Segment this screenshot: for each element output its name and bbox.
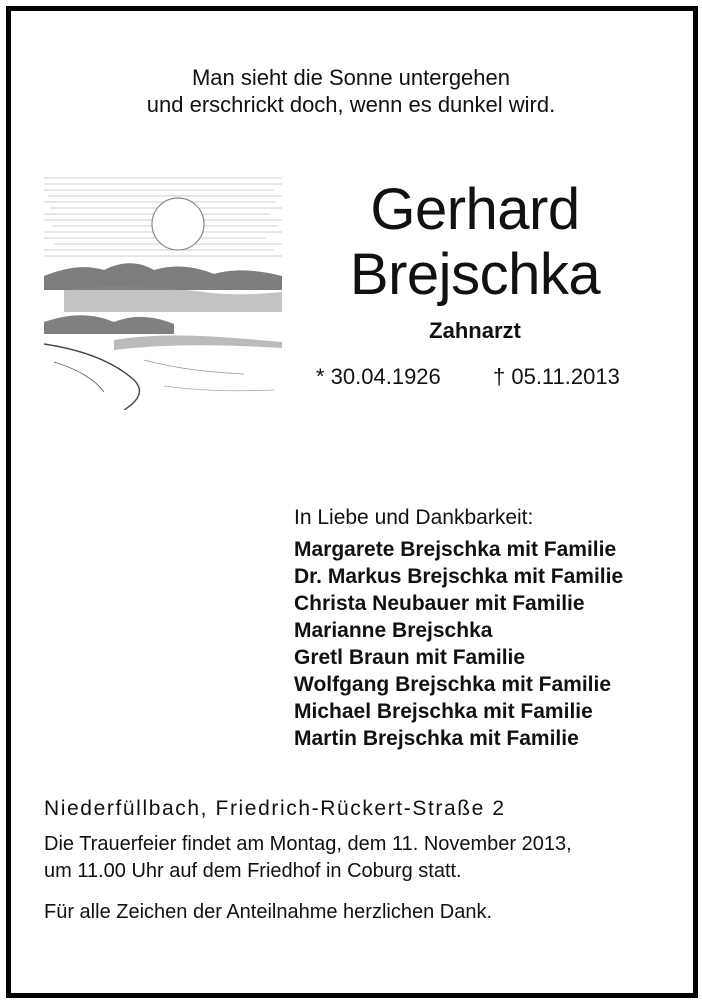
mourner-name: Wolfgang Brejschka mit Familie: [294, 673, 612, 696]
birth-date: * 30.04.1926: [316, 364, 441, 389]
mourner-name: Martin Brejschka mit Familie: [294, 727, 579, 750]
closing-thanks: Für alle Zeichen der Anteilnahme herzlichen Dank.: [44, 901, 493, 923]
mourner-name: Gretl Braun mit Familie: [294, 646, 526, 669]
family-address: Niederfüllbach, Friedrich-Rückert-Straße 2: [44, 797, 506, 820]
service-line-1: Die Trauerfeier findet am Montag, dem 11. November 2013,: [44, 833, 572, 855]
mourner-name: Margarete Brejschka mit Familie: [294, 538, 617, 561]
deceased-profession: Zahnarzt: [429, 318, 521, 343]
service-line-2: um 11.00 Uhr auf dem Friedhof in Coburg statt.: [44, 860, 462, 882]
mourners-intro: In Liebe und Dankbarkeit:: [294, 506, 534, 529]
quote-line-1: Man sieht die Sonne untergehen: [191, 65, 510, 90]
deceased-first-name: Gerhard: [370, 177, 580, 242]
mourner-name: Dr. Markus Brejschka mit Familie: [294, 565, 624, 588]
mourner-name: Marianne Brejschka: [294, 619, 493, 642]
sunset-sketch-illustration: [44, 172, 282, 410]
quote-line-2: und erschrickt doch, wenn es dunkel wird.: [146, 92, 556, 117]
deceased-last-name: Brejschka: [349, 242, 601, 307]
mourner-name: Christa Neubauer mit Familie: [294, 592, 585, 615]
mourner-name: Michael Brejschka mit Familie: [294, 700, 593, 723]
mourners-list: [294, 536, 623, 752]
funeral-service-info: [44, 831, 572, 885]
death-date: † 05.11.2013: [493, 364, 620, 389]
